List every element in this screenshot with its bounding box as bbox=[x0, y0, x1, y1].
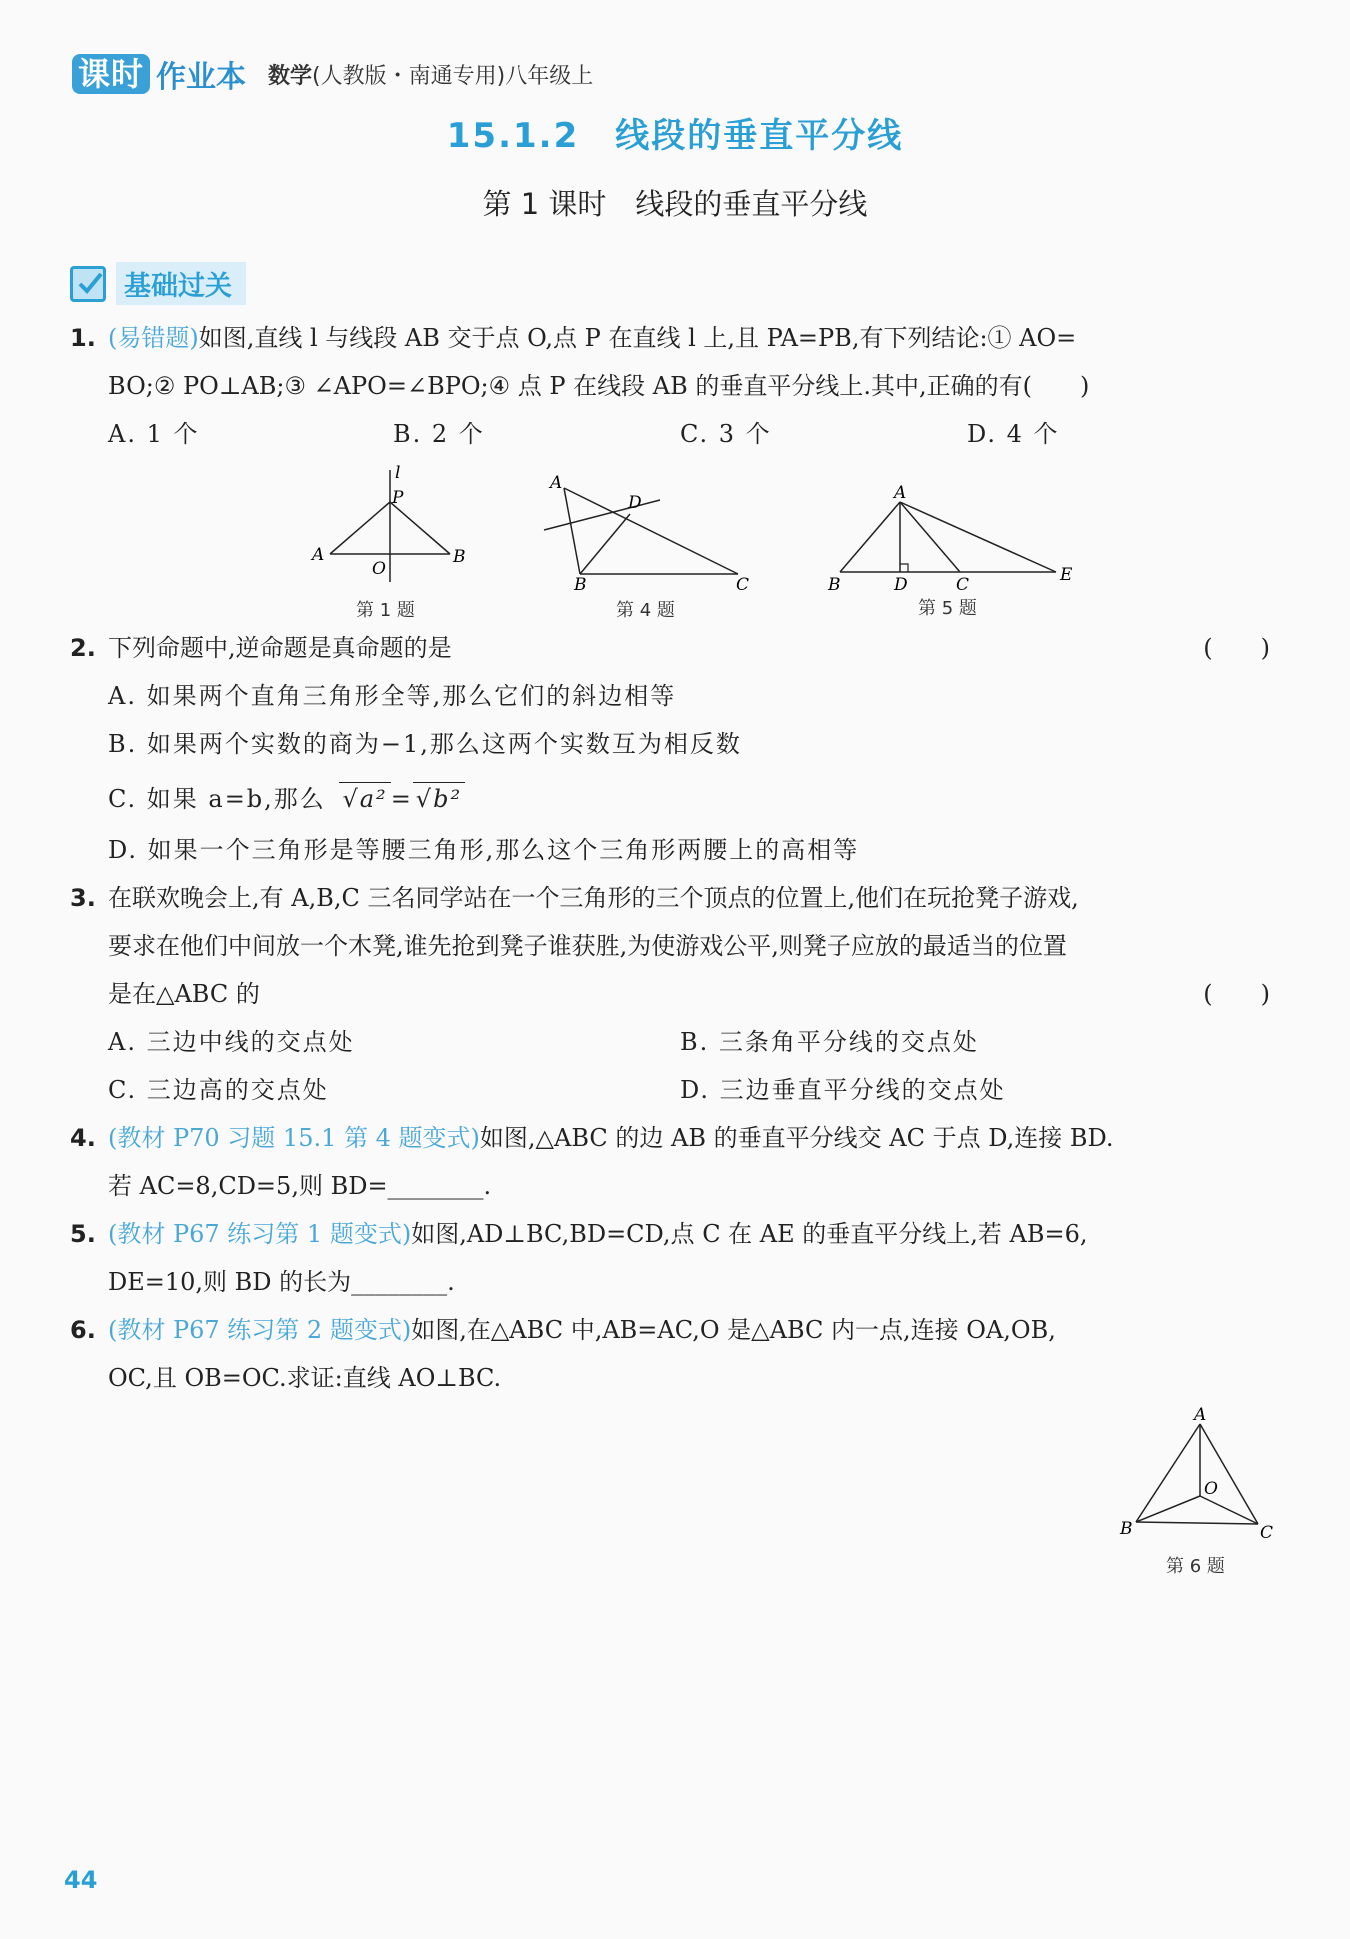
q1-line1 bbox=[108, 322, 1076, 354]
q2-option-b: B. 如果两个实数的商为−1,那么这两个实数互为相反数 bbox=[108, 730, 742, 758]
fig1-label-p: P bbox=[392, 488, 404, 508]
q3-option-c: C. 三边高的交点处 bbox=[108, 1076, 329, 1104]
q4-text1: 如图,△ABC 的边 AB 的垂直平分线交 AC 于点 D,连接 BD. bbox=[479, 1124, 1114, 1152]
q4-line1 bbox=[108, 1122, 1114, 1154]
q5-text1: 如图,AD⊥BC,BD=CD,点 C 在 AE 的垂直平分线上,若 AB=6, bbox=[411, 1220, 1088, 1248]
badge-label: 基础过关 bbox=[116, 262, 246, 305]
q1-number: 1. bbox=[70, 324, 96, 352]
fig6-label-a: A bbox=[1194, 1405, 1207, 1425]
page-number: 44 bbox=[64, 1866, 98, 1894]
logo-main: 课时 bbox=[72, 54, 150, 94]
fig4-label-a: A bbox=[550, 473, 563, 493]
q3-number: 3. bbox=[70, 884, 96, 912]
logo-sub: 作业本 bbox=[156, 60, 247, 95]
q3-line1: 在联欢晚会上,有 A,B,C 三名同学站在一个三角形的三个顶点的位置上,他们在玩抢凳子游戏, bbox=[108, 884, 1079, 912]
figure-6 bbox=[1116, 1404, 1276, 1548]
q2-c-expr2: b² bbox=[433, 785, 463, 813]
fig4-label-d: D bbox=[628, 493, 642, 513]
q4-line2: 若 AC=8,CD=5,则 BD=________. bbox=[108, 1172, 492, 1200]
fig6-caption: 第 6 题 bbox=[1166, 1556, 1225, 1577]
lesson-title: 第 1 课时 线段的垂直平分线 bbox=[482, 187, 868, 221]
sqrt-icon-2: √b² bbox=[413, 782, 465, 815]
fig5-label-a: A bbox=[894, 483, 907, 503]
q2-option-c bbox=[108, 782, 465, 815]
section-badge bbox=[70, 262, 246, 305]
q1-text1: 如图,直线 l 与线段 AB 交于点 O,点 P 在直线 l 上,且 PA=PB,有下列结论:① AO= bbox=[198, 324, 1077, 352]
fig6-label-b: B bbox=[1120, 1519, 1133, 1539]
fig5-caption: 第 5 题 bbox=[918, 598, 977, 619]
q6-number: 6. bbox=[70, 1316, 96, 1344]
fig1-label-b: B bbox=[453, 547, 466, 567]
q3-option-b: B. 三条角平分线的交点处 bbox=[680, 1028, 979, 1056]
q3-paren: ( ) bbox=[1203, 980, 1270, 1008]
q6-line2: OC,且 OB=OC.求证:直线 AO⊥BC. bbox=[108, 1364, 502, 1392]
figure-1 bbox=[300, 462, 480, 586]
fig5-label-b: B bbox=[828, 575, 841, 592]
sqrt-icon: √a² bbox=[339, 782, 390, 815]
fig1-label-o: O bbox=[372, 559, 386, 579]
q2-c-eq: = bbox=[390, 785, 413, 813]
fig1-label-l: l bbox=[395, 463, 401, 483]
fig4-label-c: C bbox=[736, 575, 750, 590]
q5-tag: (教材 P67 练习第 1 题变式) bbox=[108, 1220, 412, 1248]
q6-line1 bbox=[108, 1314, 1056, 1346]
q2-paren: ( ) bbox=[1203, 634, 1270, 662]
fig6-label-c: C bbox=[1260, 1523, 1274, 1543]
q3-line3: 是在△ABC 的 bbox=[108, 980, 260, 1008]
edition: (人教版・南通专用)八年级上 bbox=[312, 63, 594, 89]
fig1-caption: 第 1 题 bbox=[356, 600, 415, 621]
q2-c-expr1: a² bbox=[359, 785, 388, 813]
fig5-label-c: C bbox=[956, 575, 970, 592]
header-subject bbox=[268, 59, 593, 90]
q1-option-a: A. 1 个 bbox=[108, 420, 200, 448]
q5-number: 5. bbox=[70, 1220, 96, 1248]
fig1-label-a: A bbox=[312, 545, 325, 565]
q2-option-d: D. 如果一个三角形是等腰三角形,那么这个三角形两腰上的高相等 bbox=[108, 836, 860, 864]
q2-c-prefix: C. 如果 a=b,那么 bbox=[108, 785, 326, 813]
q6-tag: (教材 P67 练习第 2 题变式) bbox=[108, 1316, 412, 1344]
q4-tag: (教材 P70 习题 15.1 第 4 题变式) bbox=[108, 1124, 480, 1152]
q1-option-b: B. 2 个 bbox=[393, 420, 485, 448]
q5-line1 bbox=[108, 1218, 1088, 1250]
q5-line2: DE=10,则 BD 的长为________. bbox=[108, 1268, 455, 1296]
subject: 数学 bbox=[268, 63, 313, 89]
fig5-label-d: D bbox=[894, 575, 908, 592]
header bbox=[72, 52, 593, 96]
q1-line2: BO;② PO⊥AB;③ ∠APO=∠BPO;④ 点 P 在线段 AB 的垂直平分线上.其中,正确的有( ) bbox=[108, 372, 1090, 400]
q3-option-a: A. 三边中线的交点处 bbox=[108, 1028, 355, 1056]
q2-number: 2. bbox=[70, 634, 96, 662]
figure-4 bbox=[540, 470, 760, 594]
q1-option-c: C. 3 个 bbox=[680, 420, 772, 448]
q6-text1: 如图,在△ABC 中,AB=AC,O 是△ABC 内一点,连接 OA,OB, bbox=[411, 1316, 1056, 1344]
checkbox-icon bbox=[70, 266, 106, 302]
q3-option-d: D. 三边垂直平分线的交点处 bbox=[680, 1076, 1006, 1104]
figure-5 bbox=[826, 482, 1076, 596]
q1-option-d: D. 4 个 bbox=[967, 420, 1060, 448]
q2-text: 下列命题中,逆命题是真命题的是 bbox=[108, 634, 452, 662]
section-title: 15.1.2 线段的垂直平分线 bbox=[446, 116, 904, 156]
book-logo bbox=[72, 54, 246, 94]
q4-number: 4. bbox=[70, 1124, 96, 1152]
fig4-caption: 第 4 题 bbox=[616, 600, 675, 621]
q2-option-a: A. 如果两个直角三角形全等,那么它们的斜边相等 bbox=[108, 682, 677, 710]
fig5-label-e: E bbox=[1060, 565, 1073, 585]
fig6-label-o: O bbox=[1204, 1479, 1218, 1499]
q1-tag: (易错题) bbox=[108, 324, 199, 352]
q3-line2: 要求在他们中间放一个木凳,谁先抢到凳子谁获胜,为使游戏公平,则凳子应放的最适当的位置 bbox=[108, 932, 1067, 960]
fig4-label-b: B bbox=[574, 575, 587, 590]
